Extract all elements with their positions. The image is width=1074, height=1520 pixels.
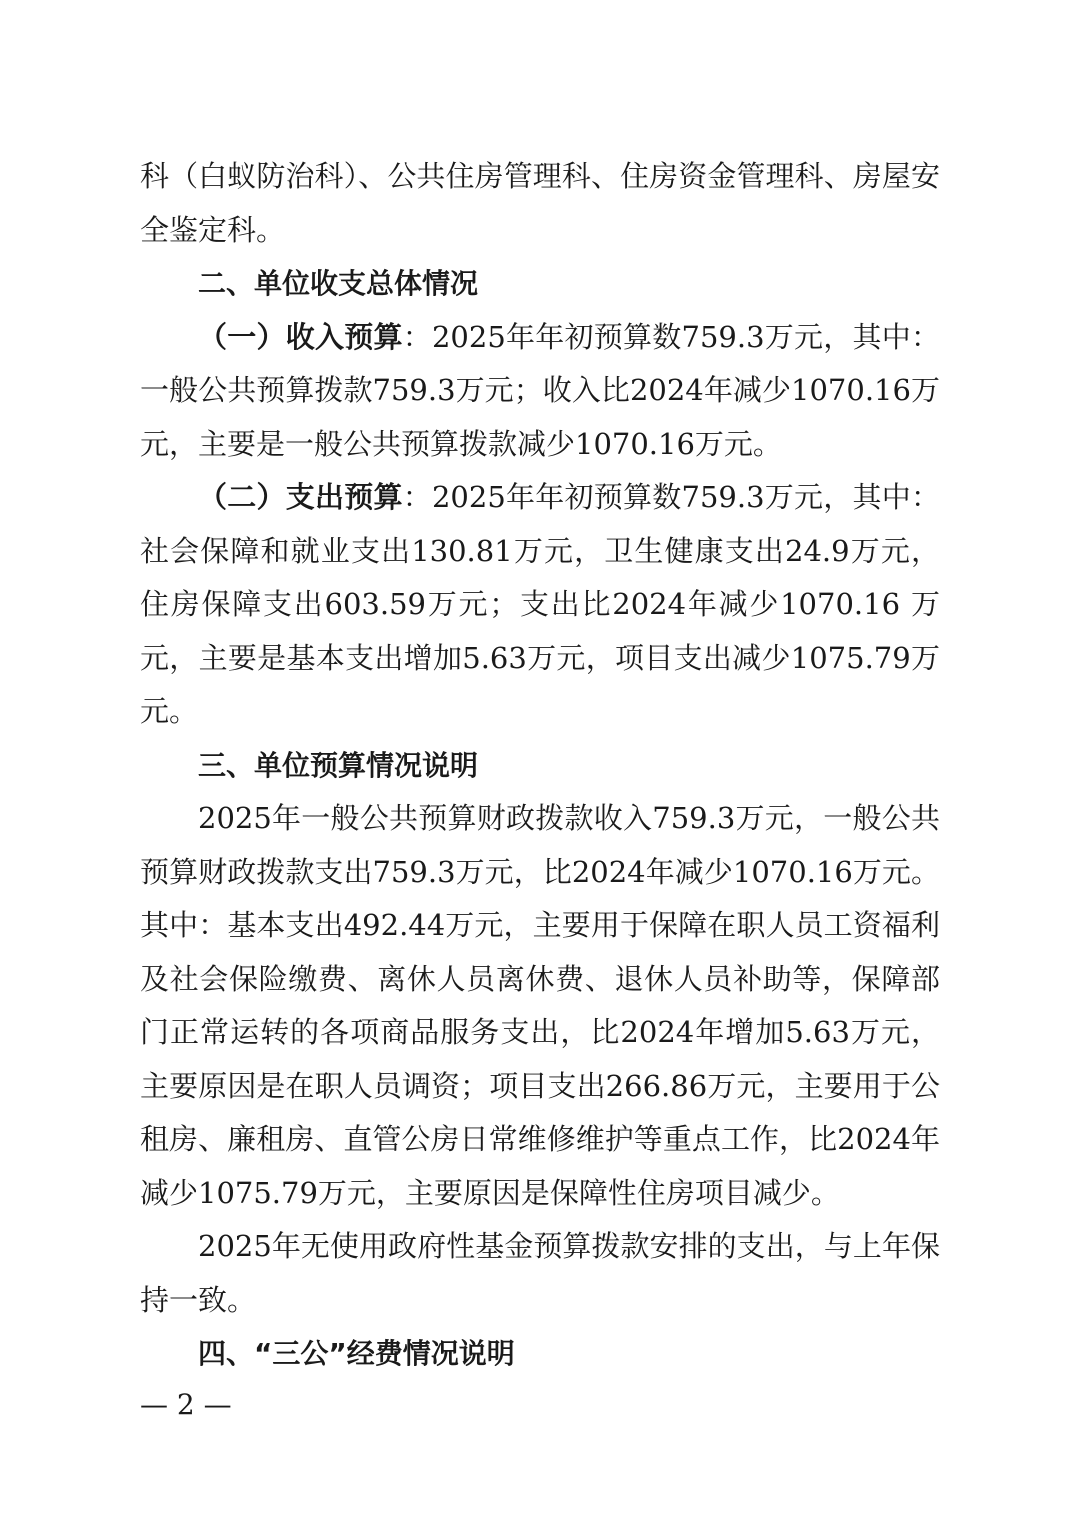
section-heading-2: 二、单位收支总体情况 [198,267,479,300]
income-budget-text: ：2025年年初预算数759.3万元，其中：一般公共预算拨款759.3万元；收入比2024年减少1070.16万元，主要是一般公共预算拨款减少1070.16万元。 [140,319,940,461]
expense-budget-label: （二）支出预算 [198,480,403,514]
paragraph-continuation: 科（白蚁防治科）、公共住房管理科、住房资金管理科、房屋安全鉴定科。 [140,159,940,247]
expense-budget-text: ：2025年年初预算数759.3万元，其中：社会保障和就业支出130.81万元，卫生健康支出24.9万元，住房保障支出603.59万元；支出比2024年减少1070.16 万元，主要是基本支出增加5.63万元，项目支出减少1075.79万元。 [140,480,940,728]
document-body [140,150,940,1381]
section-heading-3: 三、单位预算情况说明 [198,748,479,782]
paragraph-income-budget [140,311,940,472]
paragraph-fund-budget: 2025年无使用政府性基金预算拨款安排的支出，与上年保持一致。 [140,1229,940,1317]
paragraph-expense-budget [140,471,940,739]
paragraph-budget-explanation: 2025年一般公共预算财政拨款收入759.3万元，一般公共预算财政拨款支出759.3万元，比2024年减少1070.16万元。其中：基本支出492.44万元，主要用于保障在职人员工资福利及社会保险缴费、离休人员离休费、退休人员补助等，保障部门正常运转的各项商品服务支出，比2024年增加5.63万元，主要原因是在职人员调资；项目支出266.86万元，主要用于公租房、廉租房、直管公房日常维修维护等重点工作，比2024年减少1075.79万元，主要原因是保障性住房项目减少。 [140,801,940,1210]
page-number: — 2 — [140,1388,232,1421]
section-heading-4: 四、“三公”经费情况说明 [198,1337,515,1370]
income-budget-label: （一）收入预算 [198,319,403,354]
